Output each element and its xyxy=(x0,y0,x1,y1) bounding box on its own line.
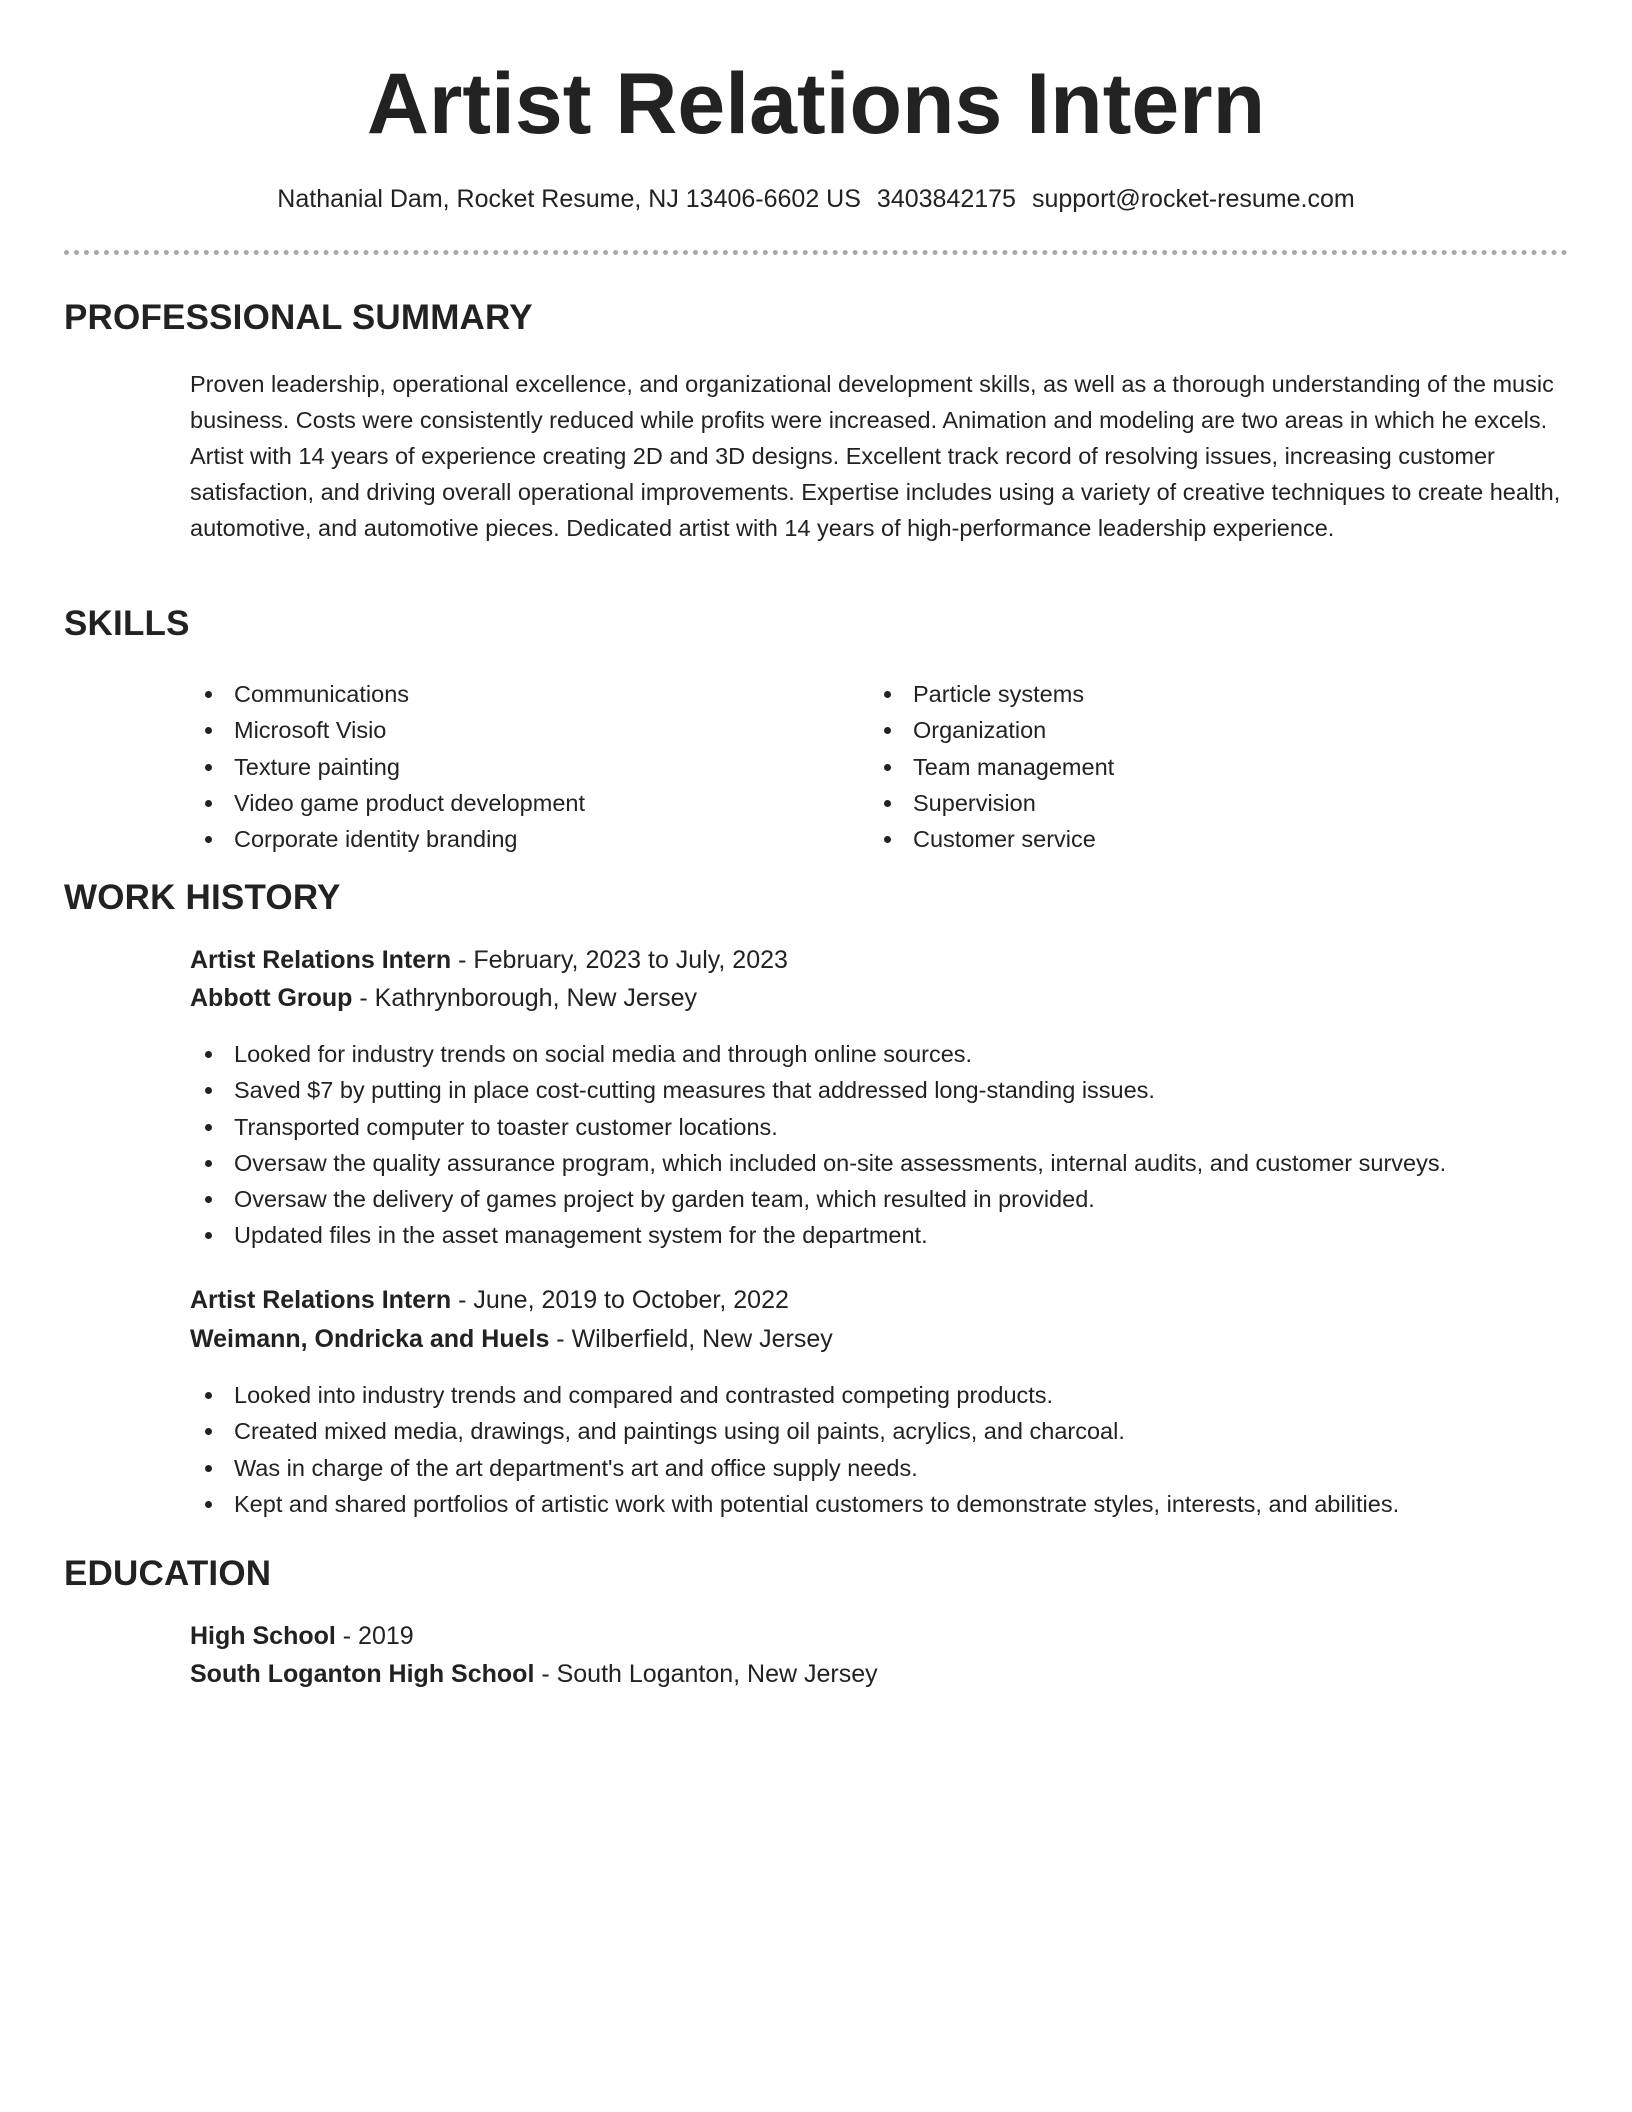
job-bullet: Looked into industry trends and compared and contrasted competing products. xyxy=(190,1377,1568,1413)
skill-item: Corporate identity branding xyxy=(190,821,830,857)
contact-email: support@rocket-resume.com xyxy=(1031,185,1355,213)
job-company-line xyxy=(190,979,697,1017)
header-divider xyxy=(64,250,1568,255)
job-location: - Wilberfield, New Jersey xyxy=(549,1325,833,1353)
skill-item: Supervision xyxy=(869,785,1509,821)
job-company: Abbott Group xyxy=(190,984,353,1012)
skill-item: Particle systems xyxy=(869,676,1509,712)
skill-item: Communications xyxy=(190,676,830,712)
education-school: South Loganton High School xyxy=(190,1660,535,1688)
job-dates: - June, 2019 to October, 2022 xyxy=(451,1286,789,1314)
skills-list-right xyxy=(869,676,1509,857)
job-bullets xyxy=(190,1377,1568,1522)
work-history-heading: WORK HISTORY xyxy=(64,878,341,917)
skill-item: Team management xyxy=(869,749,1509,785)
education-school-line xyxy=(190,1655,878,1693)
summary-heading: PROFESSIONAL SUMMARY xyxy=(64,298,533,337)
education-heading: EDUCATION xyxy=(64,1554,272,1593)
job-title: Artist Relations Intern xyxy=(190,946,452,974)
education-location: - South Loganton, New Jersey xyxy=(534,1660,878,1688)
job-title: Artist Relations Intern xyxy=(190,1286,452,1314)
job-bullet: Created mixed media, drawings, and paintings using oil paints, acrylics, and charcoal. xyxy=(190,1413,1568,1449)
summary-text: Proven leadership, operational excellence, and organizational development skills, as well as a thorough understanding of the music business. Costs were consistently reduced while profits were increased. Animation and modeling are two areas in which he excels. Artist with 14 years of experience creating 2D and 3D designs. Excellent track record of resolving issues, increasing customer satisfaction, and driving overall operational improvements. Expertise includes using a variety of creative techniques to create health, automotive, and automotive pieces. Dedicated artist with 14 years of high-performance leadership experience. xyxy=(190,371,1561,541)
resume-title: Artist Relations Intern xyxy=(366,56,1266,152)
contact-line xyxy=(64,181,1568,217)
job-dates: - February, 2023 to July, 2023 xyxy=(451,946,788,974)
job-location: - Kathrynborough, New Jersey xyxy=(352,984,698,1012)
education-degree-line xyxy=(190,1617,414,1655)
skill-item: Video game product development xyxy=(190,785,830,821)
job-bullet: Kept and shared portfolios of artistic work with potential customers to demonstrate styles, interests, and abilities. xyxy=(190,1486,1568,1522)
job-bullet: Saved $7 by putting in place cost-cutting measures that addressed long-standing issues. xyxy=(190,1072,1568,1108)
job-bullet: Transported computer to toaster customer locations. xyxy=(190,1109,1568,1145)
job-bullet: Updated files in the asset management system for the department. xyxy=(190,1217,1568,1253)
skill-item: Texture painting xyxy=(190,749,830,785)
job-bullet: Oversaw the delivery of games project by garden team, which resulted in provided. xyxy=(190,1181,1568,1217)
job-title-line xyxy=(190,941,788,979)
job-company-line xyxy=(190,1320,833,1358)
skill-item: Microsoft Visio xyxy=(190,712,830,748)
contact-phone: 3403842175 xyxy=(876,185,1016,213)
skill-item: Customer service xyxy=(869,821,1509,857)
contact-address: Nathanial Dam, Rocket Resume, NJ 13406-6602 US xyxy=(277,185,861,213)
education-year: - 2019 xyxy=(335,1622,414,1650)
job-bullet: Looked for industry trends on social media and through online sources. xyxy=(190,1036,1568,1072)
skills-list-left xyxy=(190,676,830,857)
job-bullet: Oversaw the quality assurance program, which included on-site assessments, internal audits, and customer surveys. xyxy=(190,1145,1568,1181)
education-degree: High School xyxy=(190,1622,336,1650)
job-title-line xyxy=(190,1281,789,1319)
job-company: Weimann, Ondricka and Huels xyxy=(190,1325,550,1353)
job-bullet: Was in charge of the art department's art and office supply needs. xyxy=(190,1450,1568,1486)
skill-item: Organization xyxy=(869,712,1509,748)
skills-heading: SKILLS xyxy=(64,604,190,643)
job-bullets xyxy=(190,1036,1568,1254)
